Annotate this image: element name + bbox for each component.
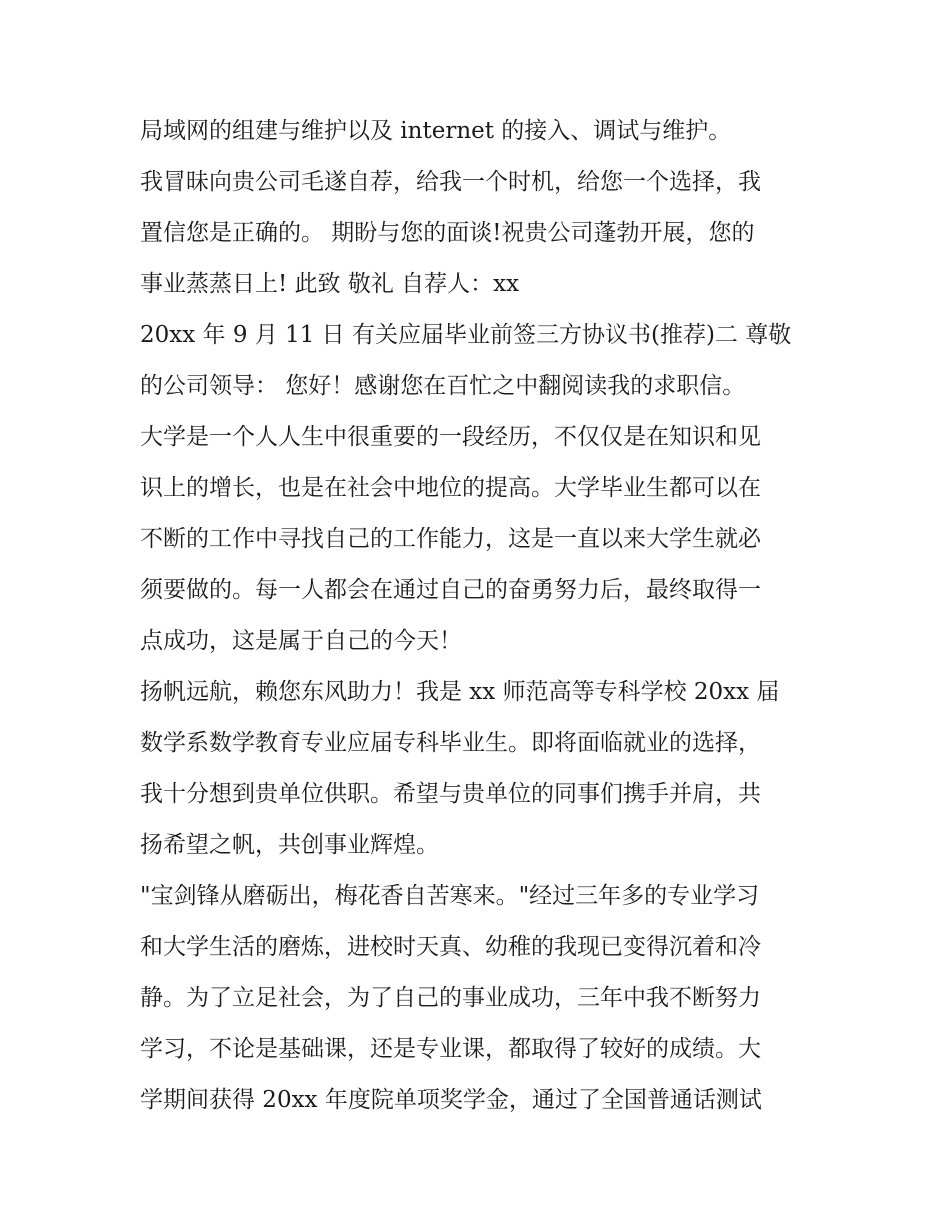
text-line: 置信您是正确的。 期盼与您的面谈!祝贵公司蓬勃开展，您的 bbox=[140, 220, 755, 246]
text-line: 和大学生活的磨炼，进校时天真、幼稚的我现已变得沉着和冷 bbox=[140, 934, 761, 960]
text-line: 不断的工作中寻找自己的工作能力，这是一直以来大学生就必 bbox=[140, 526, 761, 552]
text-line: 事业蒸蒸日上! 此致 敬礼 自荐人：xx bbox=[140, 271, 520, 297]
text-line: 局域网的组建与维护以及 internet 的接入、调试与维护。 bbox=[140, 118, 732, 144]
text-line: "宝剑锋从磨砺出，梅花香自苦寒来。"经过三年多的专业学习 bbox=[140, 883, 760, 909]
text-line: 静。为了立足社会，为了自己的事业成功，三年中我不断努力 bbox=[140, 985, 761, 1011]
text-line: 须要做的。每一人都会在通过自己的奋勇努力后，最终取得一 bbox=[140, 577, 761, 603]
text-line: 扬希望之帆，共创事业辉煌。 bbox=[140, 832, 439, 858]
text-line: 点成功，这是属于自己的今天！ bbox=[140, 628, 462, 654]
text-line: 数学系数学教育专业应届专科毕业生。即将面临就业的选择， bbox=[140, 730, 761, 756]
text-line: 扬帆远航，赖您东风助力！我是 xx 师范高等专科学校 20xx 届 bbox=[140, 679, 780, 705]
text-line: 的公司领导： 您好！感谢您在百忙之中翻阅读我的求职信。 bbox=[140, 373, 746, 399]
text-line: 我冒昧向贵公司毛遂自荐，给我一个时机，给您一个选择，我 bbox=[140, 169, 761, 195]
text-line: 学习，不论是基础课，还是专业课，都取得了较好的成绩。大 bbox=[140, 1036, 761, 1062]
text-line: 学期间获得 20xx 年度院单项奖学金，通过了全国普通话测试 bbox=[140, 1087, 762, 1113]
document-body bbox=[140, 106, 820, 1126]
text-line: 识上的增长，也是在社会中地位的提高。大学毕业生都可以在 bbox=[140, 475, 761, 501]
text-line: 大学是一个人人生中很重要的一段经历，不仅仅是在知识和见 bbox=[140, 424, 761, 450]
text-line: 20xx 年 9 月 11 日 有关应届毕业前签三方协议书(推荐)二 尊敬 bbox=[140, 322, 792, 348]
text-line: 我十分想到贵单位供职。希望与贵单位的同事们携手并肩，共 bbox=[140, 781, 761, 807]
